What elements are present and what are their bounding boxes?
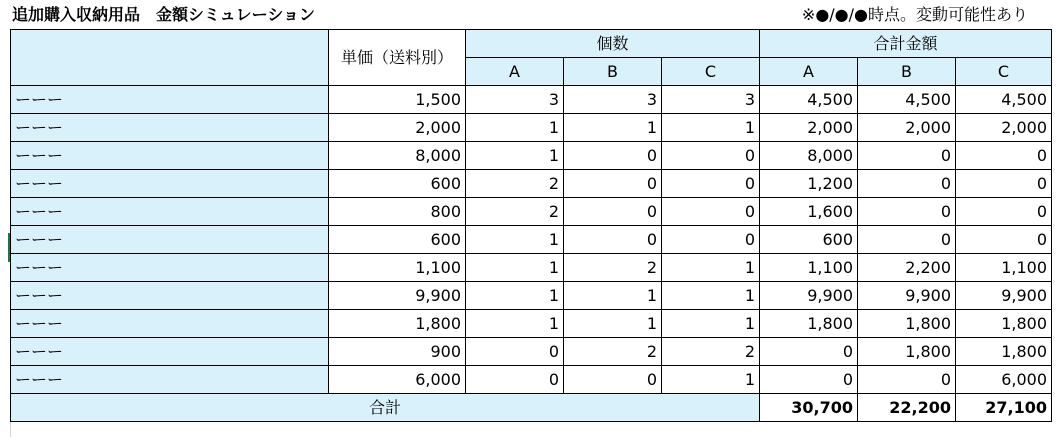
table-row: [11, 254, 1052, 282]
qty-b-cell[interactable]: 2: [564, 254, 662, 282]
header-total-a[interactable]: A: [760, 58, 858, 86]
total-c-cell[interactable]: 9,900: [956, 282, 1052, 310]
item-name-cell[interactable]: ーーー: [11, 226, 329, 254]
table-row: [11, 170, 1052, 198]
table-row: [11, 366, 1052, 394]
total-a-cell[interactable]: 1,200: [760, 170, 858, 198]
total-a[interactable]: 30,700: [760, 394, 858, 422]
table-row: [11, 142, 1052, 170]
total-c-cell[interactable]: 4,500: [956, 86, 1052, 114]
total-a-cell[interactable]: 0: [760, 338, 858, 366]
total-b[interactable]: 22,200: [858, 394, 956, 422]
qty-a-cell[interactable]: 2: [466, 170, 564, 198]
qty-b-cell[interactable]: 0: [564, 198, 662, 226]
total-a-cell[interactable]: 9,900: [760, 282, 858, 310]
header-total-b[interactable]: B: [858, 58, 956, 86]
unit-price-cell[interactable]: 800: [329, 198, 466, 226]
qty-b-cell[interactable]: 0: [564, 170, 662, 198]
qty-b-cell[interactable]: 2: [564, 338, 662, 366]
item-name-cell[interactable]: ーーー: [11, 338, 329, 366]
table-row: [11, 226, 1052, 254]
unit-price-cell[interactable]: 1,100: [329, 254, 466, 282]
item-name-cell[interactable]: ーーー: [11, 282, 329, 310]
item-name-cell[interactable]: ーーー: [11, 86, 329, 114]
total-c[interactable]: 27,100: [956, 394, 1052, 422]
total-c-cell[interactable]: 6,000: [956, 366, 1052, 394]
qty-a-cell[interactable]: 0: [466, 366, 564, 394]
unit-price-cell[interactable]: 900: [329, 338, 466, 366]
total-b-cell[interactable]: 2,200: [858, 254, 956, 282]
qty-a-cell[interactable]: 1: [466, 226, 564, 254]
total-b-cell[interactable]: 1,800: [858, 338, 956, 366]
total-b-cell[interactable]: 2,000: [858, 114, 956, 142]
total-b-cell[interactable]: 0: [858, 142, 956, 170]
qty-a-cell[interactable]: 1: [466, 254, 564, 282]
total-c-cell[interactable]: 0: [956, 170, 1052, 198]
total-a-cell[interactable]: 4,500: [760, 86, 858, 114]
sheet-title: 追加購入収納用品 金額シミュレーション: [12, 5, 316, 24]
qty-c-cell[interactable]: 1: [662, 366, 760, 394]
total-label[interactable]: 合計: [11, 394, 760, 422]
qty-a-cell[interactable]: 2: [466, 198, 564, 226]
total-b-cell[interactable]: 0: [858, 170, 956, 198]
qty-c-cell[interactable]: 3: [662, 86, 760, 114]
qty-c-cell[interactable]: 0: [662, 170, 760, 198]
item-name-cell[interactable]: ーーー: [11, 310, 329, 338]
total-b-cell[interactable]: 0: [858, 366, 956, 394]
qty-c-cell[interactable]: 1: [662, 254, 760, 282]
header-qty-a[interactable]: A: [466, 58, 564, 86]
total-b-cell[interactable]: 4,500: [858, 86, 956, 114]
item-name-cell[interactable]: ーーー: [11, 254, 329, 282]
qty-a-cell[interactable]: 3: [466, 86, 564, 114]
qty-b-cell[interactable]: 1: [564, 310, 662, 338]
header-total-c[interactable]: C: [956, 58, 1052, 86]
total-b-cell[interactable]: 1,800: [858, 310, 956, 338]
unit-price-cell[interactable]: 1,500: [329, 86, 466, 114]
total-c-cell[interactable]: 1,100: [956, 254, 1052, 282]
total-c-cell[interactable]: 0: [956, 142, 1052, 170]
sheet-note: ※●/●/●時点。変動可能性あり: [801, 5, 1028, 24]
total-c-cell[interactable]: 0: [956, 226, 1052, 254]
item-name-cell[interactable]: ーーー: [11, 366, 329, 394]
total-a-cell[interactable]: 0: [760, 366, 858, 394]
qty-b-cell[interactable]: 1: [564, 114, 662, 142]
qty-a-cell[interactable]: 1: [466, 310, 564, 338]
total-c-cell[interactable]: 1,800: [956, 338, 1052, 366]
total-c-cell[interactable]: 2,000: [956, 114, 1052, 142]
qty-c-cell[interactable]: 1: [662, 310, 760, 338]
qty-a-cell[interactable]: 1: [466, 282, 564, 310]
unit-price-cell[interactable]: 600: [329, 226, 466, 254]
qty-b-cell[interactable]: 1: [564, 282, 662, 310]
qty-c-cell[interactable]: 0: [662, 142, 760, 170]
qty-c-cell[interactable]: 0: [662, 226, 760, 254]
item-name-cell[interactable]: ーーー: [11, 170, 329, 198]
unit-price-cell[interactable]: 9,900: [329, 282, 466, 310]
total-a-cell[interactable]: 1,600: [760, 198, 858, 226]
total-b-cell[interactable]: 9,900: [858, 282, 956, 310]
total-row: [11, 394, 1052, 422]
total-b-cell[interactable]: 0: [858, 226, 956, 254]
header-item-cell[interactable]: [11, 30, 329, 86]
total-c-cell[interactable]: 0: [956, 198, 1052, 226]
total-c-cell[interactable]: 1,800: [956, 310, 1052, 338]
unit-price-cell[interactable]: 8,000: [329, 142, 466, 170]
total-a-cell[interactable]: 1,100: [760, 254, 858, 282]
qty-a-cell[interactable]: 0: [466, 338, 564, 366]
unit-price-cell[interactable]: 2,000: [329, 114, 466, 142]
total-a-cell[interactable]: 8,000: [760, 142, 858, 170]
qty-b-cell[interactable]: 0: [564, 366, 662, 394]
total-b-cell[interactable]: 0: [858, 198, 956, 226]
table-row: [11, 114, 1052, 142]
total-a-cell[interactable]: 2,000: [760, 114, 858, 142]
header-qty-b[interactable]: B: [564, 58, 662, 86]
table-row: [11, 338, 1052, 366]
qty-c-cell[interactable]: 1: [662, 282, 760, 310]
unit-price-cell[interactable]: 600: [329, 170, 466, 198]
qty-c-cell[interactable]: 1: [662, 114, 760, 142]
item-name-cell[interactable]: ーーー: [11, 142, 329, 170]
table-row: [11, 310, 1052, 338]
qty-a-cell[interactable]: 1: [466, 114, 564, 142]
table-row: [11, 198, 1052, 226]
header-unit-price[interactable]: 単価（送料別）: [329, 30, 466, 86]
unit-price-cell[interactable]: 1,800: [329, 310, 466, 338]
total-a-cell[interactable]: 600: [760, 226, 858, 254]
unit-price-cell[interactable]: 6,000: [329, 366, 466, 394]
simulation-table: [10, 29, 1052, 422]
qty-b-cell[interactable]: 0: [564, 226, 662, 254]
header-quantity[interactable]: 個数: [466, 30, 760, 58]
item-name-cell[interactable]: ーーー: [11, 114, 329, 142]
header-qty-c[interactable]: C: [662, 58, 760, 86]
header-total-amount[interactable]: 合計金額: [760, 30, 1052, 58]
item-name-cell[interactable]: ーーー: [11, 198, 329, 226]
qty-c-cell[interactable]: 0: [662, 198, 760, 226]
table-row: [11, 282, 1052, 310]
qty-b-cell[interactable]: 3: [564, 86, 662, 114]
qty-c-cell[interactable]: 2: [662, 338, 760, 366]
total-a-cell[interactable]: 1,800: [760, 310, 858, 338]
qty-b-cell[interactable]: 0: [564, 142, 662, 170]
qty-a-cell[interactable]: 1: [466, 142, 564, 170]
table-row: [11, 86, 1052, 114]
